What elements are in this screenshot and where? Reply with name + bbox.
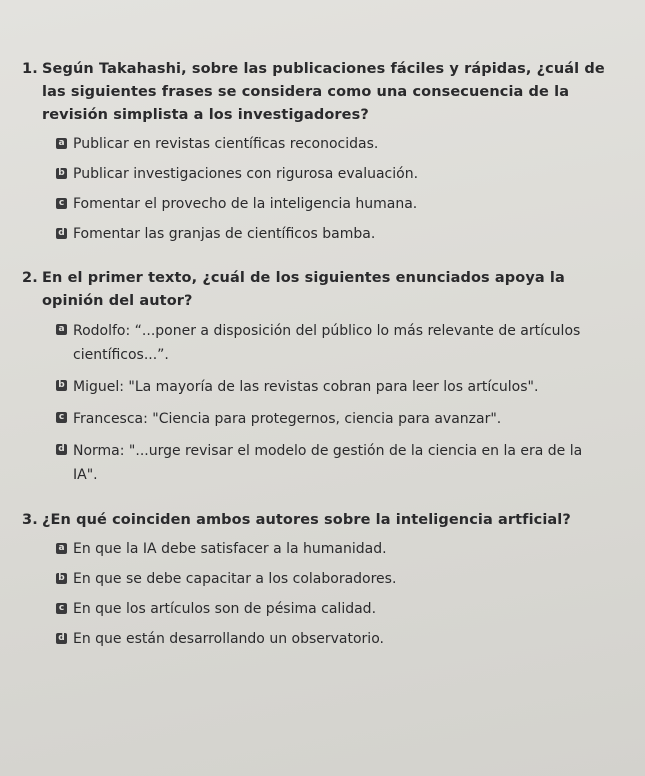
question-prompt: Según Takahashi, sobre las publicaciones fáciles y rápidas, ¿cuál de las siguientes frases se considera como una consecuencia de la revisión simplista a los investigadores?: [42, 61, 605, 123]
option-c[interactable]: [56, 193, 605, 215]
question-number: 3.: [22, 512, 38, 528]
option-b[interactable]: [56, 163, 605, 185]
question-prompt: ¿En qué coinciden ambos autores sobre la inteligencia artficial?: [42, 512, 571, 528]
option-d[interactable]: [56, 439, 605, 487]
option-text: Fomentar las granjas de científicos bamba.: [73, 226, 376, 242]
option-letter-badge: d: [56, 228, 67, 239]
question-2-text-block: [22, 267, 605, 313]
option-letter-badge: c: [56, 412, 67, 423]
question-3-text-block: [22, 509, 605, 532]
option-letter-badge: c: [56, 603, 67, 614]
option-b[interactable]: [56, 375, 605, 399]
option-text: Rodolfo: “...poner a disposición del público lo más relevante de artículos científicos...”.: [73, 323, 581, 363]
option-a[interactable]: [56, 133, 605, 155]
question-3: [22, 509, 605, 650]
option-a[interactable]: [56, 538, 605, 560]
option-c[interactable]: [56, 407, 605, 431]
option-d[interactable]: [56, 628, 605, 650]
option-letter-badge: c: [56, 198, 67, 209]
option-text: En que se debe capacitar a los colaboradores.: [73, 571, 397, 587]
question-prompt: En el primer texto, ¿cuál de los siguientes enunciados apoya la opinión del autor?: [42, 270, 565, 309]
option-letter-badge: a: [56, 324, 67, 335]
option-text: En que los artículos son de pésima calidad.: [73, 601, 377, 617]
option-text: Miguel: "La mayoría de las revistas cobran para leer los artículos".: [73, 379, 539, 395]
option-text: Norma: "...urge revisar el modelo de gestión de la ciencia en la era de la IA".: [73, 443, 583, 483]
question-number: 1.: [22, 61, 38, 77]
option-text: Publicar investigaciones con rigurosa evaluación.: [73, 166, 419, 182]
option-letter-badge: a: [56, 543, 67, 554]
option-d[interactable]: [56, 223, 605, 245]
option-text: Fomentar el provecho de la inteligencia humana.: [73, 196, 418, 212]
option-letter-badge: d: [56, 444, 67, 455]
option-b[interactable]: [56, 568, 605, 590]
options-list: [22, 133, 605, 245]
question-number: 2.: [22, 270, 38, 286]
option-text: En que la IA debe satisfacer a la humanidad.: [73, 541, 387, 557]
options-list: [22, 319, 605, 487]
option-text: En que están desarrollando un observatorio.: [73, 631, 384, 647]
option-letter-badge: a: [56, 138, 67, 149]
question-2: [22, 267, 605, 487]
option-c[interactable]: [56, 598, 605, 620]
option-letter-badge: d: [56, 633, 67, 644]
question-1: [22, 58, 605, 245]
option-letter-badge: b: [56, 380, 67, 391]
option-letter-badge: b: [56, 168, 67, 179]
option-text: Francesca: "Ciencia para protegernos, ciencia para avanzar".: [73, 411, 502, 427]
question-1-text-block: [22, 58, 605, 127]
options-list: [22, 538, 605, 650]
option-text: Publicar en revistas científicas reconocidas.: [73, 136, 379, 152]
option-a[interactable]: [56, 319, 605, 367]
option-letter-badge: b: [56, 573, 67, 584]
